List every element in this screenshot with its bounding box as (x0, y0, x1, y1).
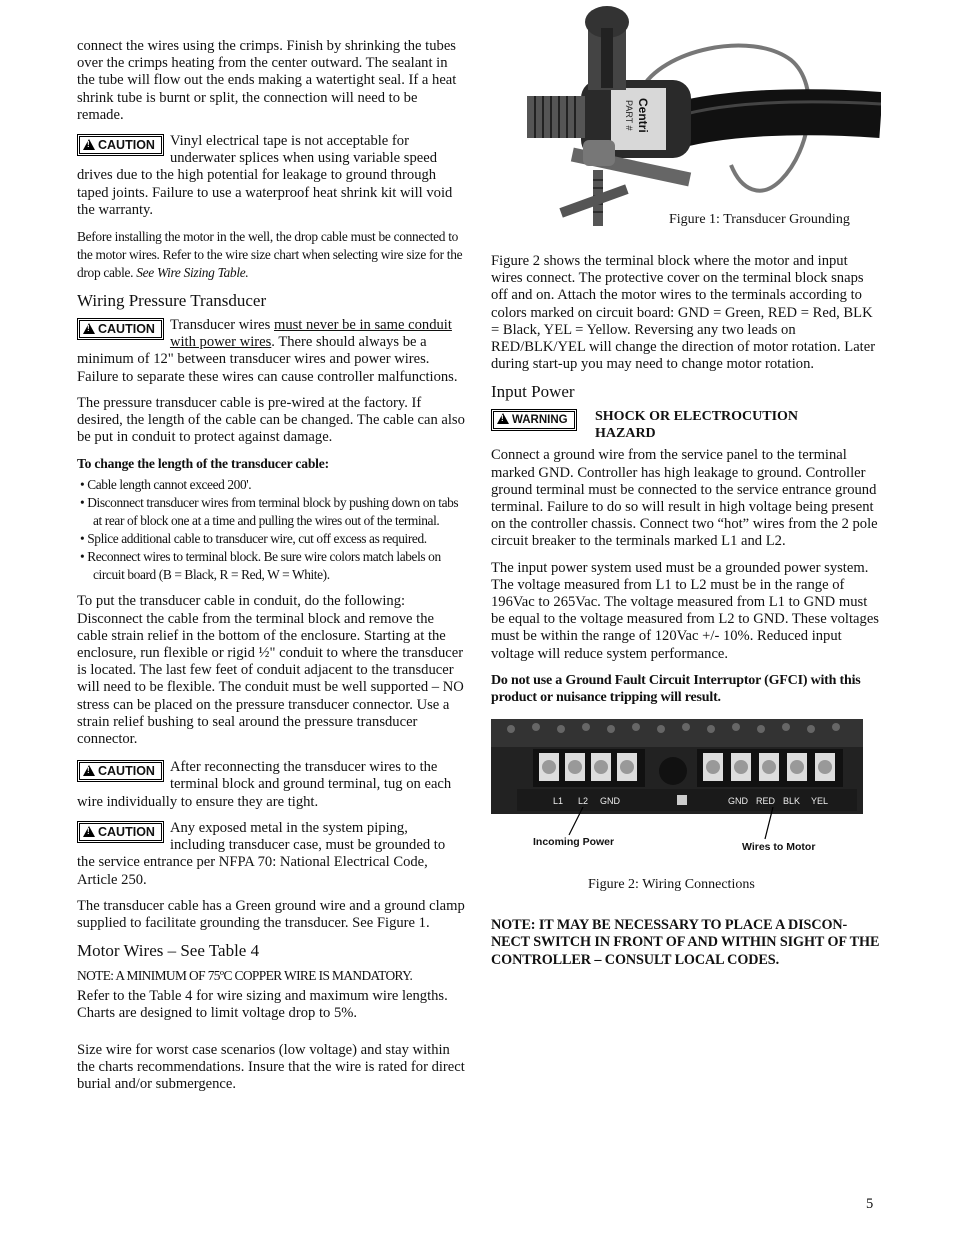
caution-badge: !CAUTION (77, 760, 164, 782)
list-item: • Disconnect transducer wires from terminal block by pushing down on tabs at rear of block one at a time and pulling the wires out of the terminal. (80, 495, 459, 529)
heading-wiring-pressure-transducer: Wiring Pressure Transducer (77, 291, 267, 311)
caution-badge: !CAUTION (77, 318, 164, 340)
paragraph-input-system: The input power system used must be a grounded power system. The voltage measured from L1 to L2 must be in the range of 196Vac to 265Vac. The voltage measured from L1 to GND must be equal to the voltage measured from L2 to GND. These voltages must be within the range of 120Vac +/- 10%. Reduced input voltage will reduce system performance. (491, 559, 879, 662)
terminal-label-gnd: GND (728, 795, 748, 806)
left-column (77, 38, 465, 1102)
paragraph-refer-table: Refer to the Table 4 for wire sizing and maximum wire lengths. Charts are designed to limit voltage drop to 5%. (77, 988, 448, 1022)
caution-badge: !CAUTION (77, 134, 164, 156)
list-item: • Splice additional cable to transducer wire, cut off excess as required. (80, 531, 427, 547)
terminal-label-l2: L2 (578, 795, 589, 806)
svg-text:Centri: Centri (636, 98, 650, 133)
paragraph-ground-wire: Connect a ground wire from the service panel to the terminal marked GND. Controller has high leakage to ground. Controller ground terminal must be connected to the service entrance ground terminal. Failure to do so will result in high voltage being present on the controller chassis. Connect two “hot” wires from the 2 pole circuit breaker to the terminals marked L1 and L2. (491, 447, 878, 550)
terminal-label-gnd: GND (600, 795, 620, 806)
heading-input-power: Input Power (491, 382, 575, 402)
caution-block-4: !CAUTION Any exposed metal in the system piping, including transducer case, must be grounded to the service entrance per NFPA 70: National Electrical Code, Article 250. (77, 820, 465, 889)
label-incoming-power: Incoming Power (533, 835, 615, 848)
warning-text: SHOCK OR ELECTROCUTION HAZARD (595, 409, 799, 442)
note-copper-wire: NOTE: A MINIMUM OF 75ºC COPPER WIRE IS MANDATORY. (77, 968, 413, 984)
label-wires-to-motor: Wires to Motor (742, 840, 816, 853)
caution-badge: !CAUTION (77, 821, 164, 843)
note-disconnect-switch: NOTE: IT MAY BE NECESSARY TO PLACE A DISCON-NECT SWITCH IN FRONT OF AND WITHIN SIGHT OF THE CONTROLLER – CONSULT LOCAL CODES. (491, 916, 880, 968)
paragraph-prewired: The pressure transducer cable is pre-wired at the factory. If desired, the length of the cable can be changed. The cable can also be put in conduit to protect against damage. (77, 394, 465, 446)
transducer-photo (491, 0, 881, 245)
paragraph-before-install: Before installing the motor in the well, the drop cable must be connected to the motor wires. Refer to the wire size chart when selecting wire size for the drop cable. See Wire Sizing Table. (77, 229, 463, 281)
figure-1-caption: Figure 1: Transducer Grounding (669, 212, 850, 227)
caution-block-1: !CAUTION Vinyl electrical tape is not acceptable for underwater splices when using variable speed drives due to the high potential for leakage to ground through taped joints. Failure to use a waterproof heat shrink kit will void the warranty. (77, 133, 465, 219)
paragraph-green-ground: The transducer cable has a Green ground wire and a ground clamp supplied to facilitate grounding the transducer. See Figure 1. (77, 897, 465, 931)
figure-wiring-connections (491, 719, 881, 892)
list-item: • Cable length cannot exceed 200'. (80, 477, 252, 493)
note-gfci: Do not use a Ground Fault Circuit Interruptor (GFCI) with this product or nuisance tripping will result. (491, 672, 861, 706)
right-column (491, 38, 881, 978)
figure-2-caption: Figure 2: Wiring Connections (588, 876, 755, 892)
warning-triangle-icon (83, 765, 95, 776)
warning-triangle-icon (83, 139, 95, 150)
warning-badge: !WARNING (491, 409, 577, 431)
svg-text:PART #: PART # (624, 100, 634, 131)
warning-triangle-icon (83, 323, 95, 334)
paragraph-figure2-description: Figure 2 shows the terminal block where the motor and input wires connect. The protective cover on the terminal block snaps off and on. Attach the motor wires to the terminals according to colors marked on circuit board: GND = Green, RED = Red, BLK = Black, YEL = Yellow. Reversing any two leads on RED/BLK/YEL will change the direction of motor rotation. Later during start-up you may need to change motor rotation. (491, 253, 876, 373)
terminal-label-yel: YEL (811, 795, 829, 806)
list-item: • Reconnect wires to terminal block. Be sure wire colors match labels on circuit board (B = Black, R = Red, W = White). (80, 549, 441, 583)
paragraph-conduit: To put the transducer cable in conduit, do the following: Disconnect the cable from the terminal block and remove the cable strain relief in the bottom of the enclosure. Starting at the enclosure, run flexible or rigid ½" conduit to where the transducer is located. The last few feet of conduit adjacent to the transducer will need to be flexible. The conduit must be well supported – NO stress can be placed on the pressure transducer connector. Use a strain relief bushing to seal around the pressure transducer connector. (77, 593, 464, 748)
heading-motor-wires: Motor Wires – See Table 4 (77, 941, 260, 961)
caution-block-2: !CAUTION Transducer wires must never be in same conduit with power wires. There should always be a minimum of 12" between transducer wires and power wires. Failure to separate these wires can cause controller malfunctions. (77, 317, 465, 386)
terminal-label-l1: L1 (553, 795, 564, 806)
terminal-label-red: RED (756, 795, 776, 806)
heading-change-length: To change the length of the transducer cable: (77, 456, 329, 472)
terminal-label-blk: BLK (783, 795, 801, 806)
caution-block-3: !CAUTION After reconnecting the transducer wires to the terminal block and ground terminal, tug on each wire individually to ensure they are tight. (77, 759, 465, 811)
bullet-list (77, 476, 465, 584)
paragraph-intro: connect the wires using the crimps. Finish by shrinking the tubes over the crimps heating from the center outward. The sealant in the tube will flow out the ends making a watertight seal. If a heat shrink tube is burnt or split, the connection will need to be remade. (77, 38, 457, 123)
paragraph-size-wire: Size wire for worst case scenarios (low voltage) and stay within the charts recommendations. Insure that the wire is rated for direct burial and/or submergence. (77, 1041, 465, 1092)
warning-block (491, 408, 881, 442)
figure-transducer-grounding (491, 0, 881, 245)
warning-triangle-icon (497, 413, 509, 424)
page-number: 5 (866, 1196, 874, 1212)
warning-triangle-icon (83, 826, 95, 837)
